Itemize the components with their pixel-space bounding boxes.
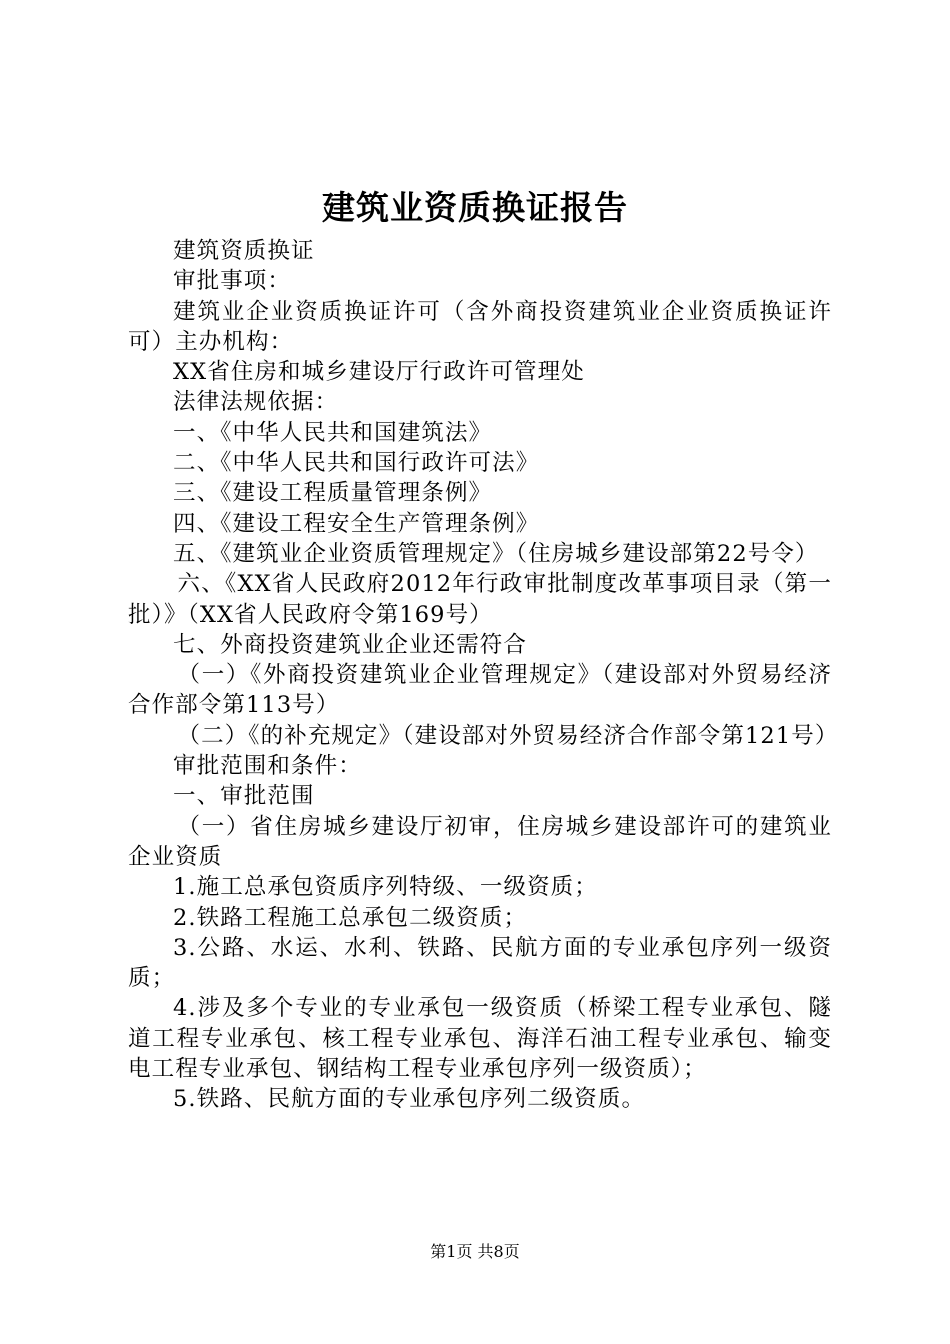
paragraph-approval-item-heading: 审批事项： xyxy=(173,268,292,295)
paragraph-scope-heading: 审批范围和条件： xyxy=(173,753,362,780)
paragraph-scope-1-sub: （一）省住房城乡建设厅初审，住房城乡建设部许可的建筑业企业资质 xyxy=(128,813,832,870)
paragraph-item-3: 3.公路、水运、水利、铁路、民航方面的专业承包序列一级资质； xyxy=(128,934,832,992)
paragraph-law-3: 三、《建设工程质量管理条例》 xyxy=(173,480,493,507)
paragraph-item-4: 4.涉及多个专业的专业承包一级资质（桥梁工程专业承包、隧道工程专业承包、核工程专业承包、海洋石油工程专业承包、输变电工程专业承包、钢结构工程专业承包序列一级资质）； xyxy=(128,995,832,1083)
paragraph-approval-item: 建筑业企业资质换证许可（含外商投资建筑业企业资质换证许可）主办机构： xyxy=(128,298,832,355)
paragraph-law-7-sub-2: （二）《的补充规定》（建设部对外贸易经济合作部令第121号） xyxy=(177,722,839,749)
paragraph-law-7: 七、外商投资建筑业企业还需符合 xyxy=(173,631,528,658)
paragraph-authority: XX省住房和城乡建设厅行政许可管理处 xyxy=(173,359,585,386)
paragraph-subject: 建筑资质换证 xyxy=(173,238,315,264)
paragraph-item-2: 2.铁路工程施工总承包二级资质； xyxy=(173,904,528,931)
paragraph-law-7-sub-1: （一）《外商投资建筑业企业管理规定》（建设部对外贸易经济合作部令第113号） xyxy=(128,662,832,719)
paragraph-law-4: 四、《建设工程安全生产管理条例》 xyxy=(173,510,540,537)
paragraph-legal-basis-heading: 法律法规依据： xyxy=(173,389,339,416)
paragraph-law-5: 五、《建筑业企业资质管理规定》（住房城乡建设部第22号令） xyxy=(173,540,819,567)
page-title: 建筑业资质换证报告 xyxy=(322,188,628,227)
page-number: 第1页 共8页 xyxy=(430,1242,520,1261)
paragraph-law-6: 六、《XX省人民政府2012年行政审批制度改革事项目录（第一批）》（XX省人民政府令第169号） xyxy=(128,571,832,628)
paragraph-item-1: 1.施工总承包资质序列特级、一级资质； xyxy=(173,874,598,901)
paragraph-law-2: 二、《中华人民共和国行政许可法》 xyxy=(173,450,540,477)
paragraph-scope-1: 一、审批范围 xyxy=(173,783,315,810)
paragraph-law-1: 一、《中华人民共和国建筑法》 xyxy=(173,419,493,446)
document-body xyxy=(128,236,839,1115)
paragraph-item-5: 5.铁路、民航方面的专业承包序列二级资质。 xyxy=(173,1086,646,1113)
